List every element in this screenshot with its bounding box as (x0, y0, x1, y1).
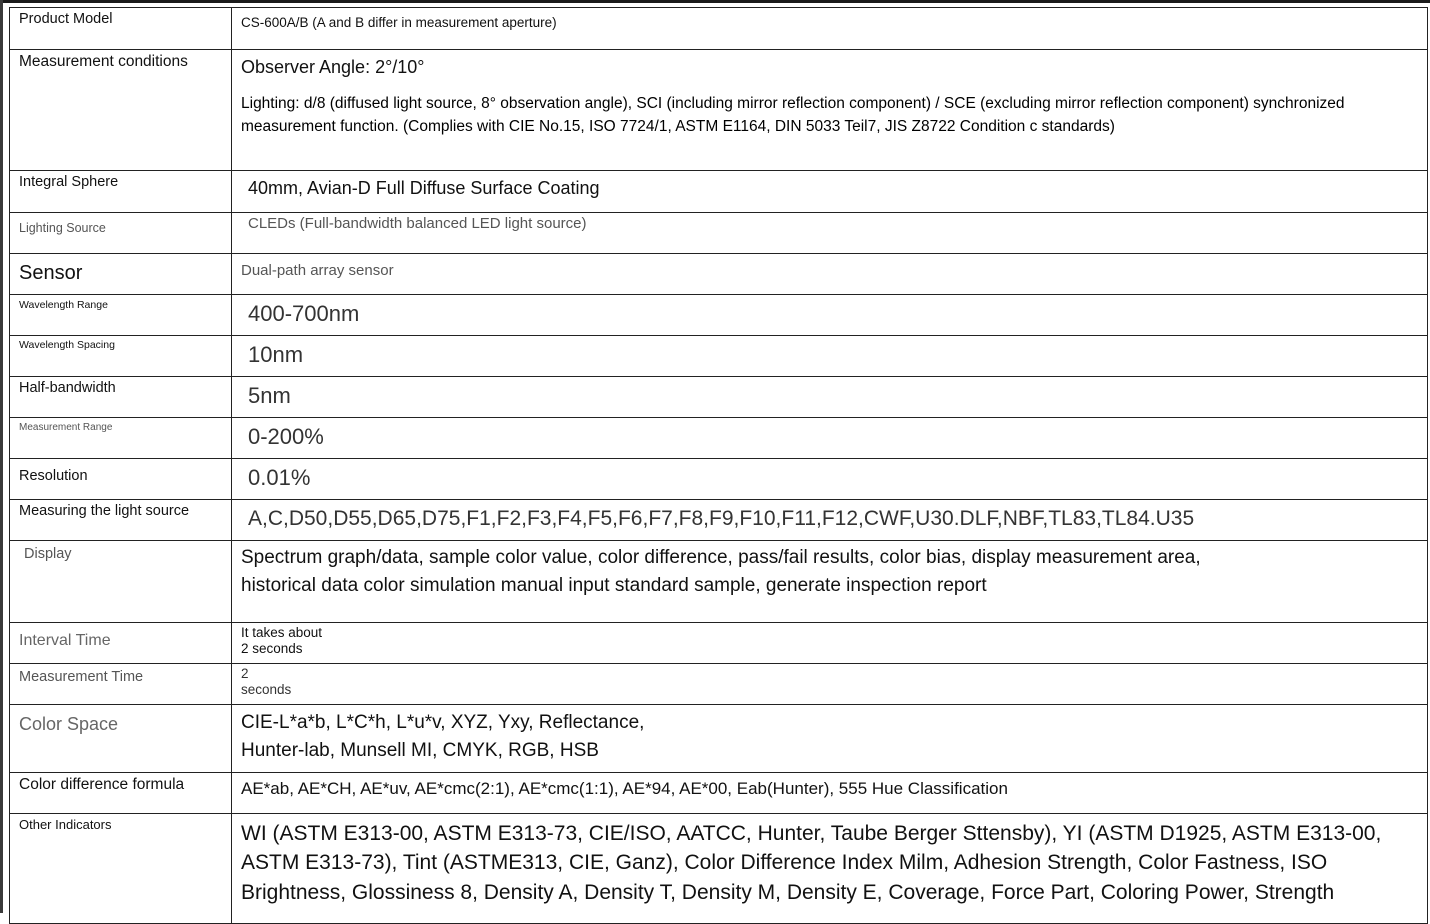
row-label: Wavelength Spacing (10, 336, 232, 377)
table-row (10, 213, 1428, 254)
row-value: A,C,D50,D55,D65,D75,F1,F2,F3,F4,F5,F6,F7,F8,F9,F10,F11,F12,CWF,U30.DLF,NBF,TL83,TL84.U35 (232, 500, 1428, 541)
left-border (0, 0, 3, 913)
row-label: Display (10, 541, 232, 623)
row-value: 400-700nm (232, 295, 1428, 336)
row-value: CLEDs (Full-bandwidth balanced LED light source) (232, 213, 1428, 254)
table-row (10, 8, 1428, 50)
table-row (10, 541, 1428, 623)
table-row (10, 664, 1428, 705)
row-label: Other Indicators (10, 814, 232, 924)
row-label: Color difference formula (10, 773, 232, 814)
table-row (10, 500, 1428, 541)
row-value: 10nm (232, 336, 1428, 377)
row-label: Wavelength Range (10, 295, 232, 336)
table-row (10, 773, 1428, 814)
row-value (232, 541, 1428, 623)
row-value (232, 664, 1428, 705)
row-label: Measuring the light source (10, 500, 232, 541)
table-row (10, 295, 1428, 336)
observer-angle-text: Observer Angle: 2°/10° (241, 57, 425, 77)
row-label: Integral Sphere (10, 171, 232, 213)
color-space-line-1: CIE-L*a*b, L*C*h, L*u*v, XYZ, Yxy, Reflectance, (241, 712, 645, 733)
row-value: 0-200% (232, 418, 1428, 459)
row-value (232, 623, 1428, 664)
row-value: 40mm, Avian-D Full Diffuse Surface Coating (232, 171, 1428, 213)
lighting-text: Lighting: d/8 (diffused light source, 8° observation angle), SCI (including mirror reflection component) / SCE (excluding mirror reflection component) synchronized measurement function. (Complies with CIE No.15, ISO 7724/1, ASTM E1164, DIN 5033 Teil7, JIS Z8722 Condition c standards) (241, 95, 1345, 135)
row-label: Measurement Time (10, 664, 232, 705)
top-border (0, 0, 1430, 3)
table-row (10, 377, 1428, 418)
row-label: Resolution (10, 459, 232, 500)
table-row (10, 705, 1428, 773)
table-row (10, 171, 1428, 213)
row-value: AE*ab, AE*CH, AE*uv, AE*cmc(2:1), AE*cmc(1:1), AE*94, AE*00, Eab(Hunter), 555 Hue Classification (232, 773, 1428, 814)
specifications-table (9, 7, 1428, 924)
row-value: CS-600A/B (A and B differ in measurement aperture) (232, 8, 1428, 50)
row-value: Dual-path array sensor (232, 254, 1428, 295)
color-space-line-2: Hunter-lab, Munsell MI, CMYK, RGB, HSB (241, 739, 599, 761)
display-line-1: Spectrum graph/data, sample color value, color difference, pass/fail results, color bias, display measurement area, (241, 547, 1201, 568)
interval-line-1: It takes about (241, 625, 323, 640)
row-value (232, 50, 1428, 171)
row-label: Lighting Source (10, 213, 232, 254)
row-label: Color Space (10, 705, 232, 773)
row-value (232, 705, 1428, 773)
display-line-2: historical data color simulation manual input standard sample, generate inspection report (241, 574, 987, 596)
measurement-time-line-2: seconds (241, 682, 292, 698)
table-row (10, 623, 1428, 664)
row-value: 0.01% (232, 459, 1428, 500)
row-value: 5nm (232, 377, 1428, 418)
row-label: Measurement conditions (10, 50, 232, 171)
row-label: Sensor (10, 254, 232, 295)
table-row (10, 814, 1428, 924)
row-value: WI (ASTM E313-00, ASTM E313-73, CIE/ISO, AATCC, Hunter, Taube Berger Sttensby), YI (ASTM D1925, ASTM E313-00, ASTM E313-73), Tint (ASTME313, CIE, Ganz), Color Difference Index Milm, Adhesion Strength, Color Fastness, ISO Brightness, Glossiness 8, Density A, Density T, Density M, Density E, Coverage, Force Part, Coloring Power, Strength (232, 814, 1428, 924)
row-label: Interval Time (10, 623, 232, 664)
interval-line-2: 2 seconds (241, 641, 303, 657)
table-row (10, 418, 1428, 459)
row-label: Half-bandwidth (10, 377, 232, 418)
table-row (10, 459, 1428, 500)
table-row (10, 50, 1428, 171)
table-row (10, 336, 1428, 377)
table-row (10, 254, 1428, 295)
measurement-time-line-1: 2 (241, 666, 249, 681)
row-label: Measurement Range (10, 418, 232, 459)
row-label: Product Model (10, 8, 232, 50)
